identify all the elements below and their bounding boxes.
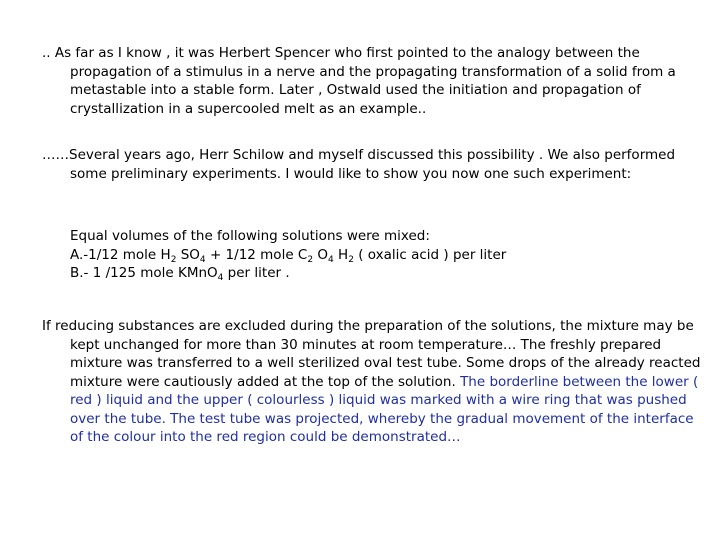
solution-b-part: per liter . [223, 265, 290, 281]
solution-b [70, 264, 710, 283]
solution-a-part: A.-1/12 mole H [70, 246, 171, 263]
solution-a [70, 246, 710, 265]
procedure-highlight-text: The borderline between the lower ( red ) liquid and the upper ( colourless ) liquid was marked with a wire ring that was pushed over the tube. The test tube was projected, whereby the gradual movement of the interface of the colour into the red region could be demonstrated… [70, 373, 699, 445]
subscript: 2 [170, 254, 177, 265]
solutions-intro: Equal volumes of the following solutions were mixed: [70, 228, 430, 244]
solutions-block [42, 227, 710, 283]
subscript: 4 [217, 273, 224, 283]
paragraph-schilow-text: ……Several years ago, Herr Schilow and myself discussed this possibility . We also performed some preliminary experiments. I would like to show you now one such experiment: [42, 147, 676, 182]
paragraph-spencer-analogy [42, 44, 710, 118]
paragraph-schilow-experiment [42, 146, 710, 183]
subscript: 4 [199, 254, 206, 265]
subscript: 2 [348, 254, 354, 265]
solution-a-part: + 1/12 mole C [205, 246, 308, 263]
paragraph-procedure [42, 317, 710, 447]
solution-a-part: SO [176, 246, 200, 263]
solution-a-part: H [333, 246, 349, 263]
paragraph-spencer-text: .. As far as I know , it was Herbert Spencer who first pointed to the analogy between the propagation of a stimulus in a nerve and the propagating transformation of a solid from a metastable into a stable form. Later , Ostwald used the initiation and propagation of crystallization in a supercooled melt as an example.. [42, 45, 676, 117]
solution-a-part: ( oxalic acid ) per liter [353, 246, 507, 263]
subscript: 4 [328, 254, 334, 265]
solution-a-part: O [313, 246, 328, 263]
procedure-text: If reducing substances are excluded during the preparation of the solutions, the mixture may be kept unchanged for more than 30 minutes at room temperature… The freshly prepared mixture was transferred to a well sterilized oval test tube. Some drops of the already reacted mixture were cautiously added at the top of the solution. [42, 318, 701, 390]
solution-b-part: B.- 1 /125 mole KMnO [70, 265, 218, 281]
subscript: 2 [307, 254, 314, 265]
